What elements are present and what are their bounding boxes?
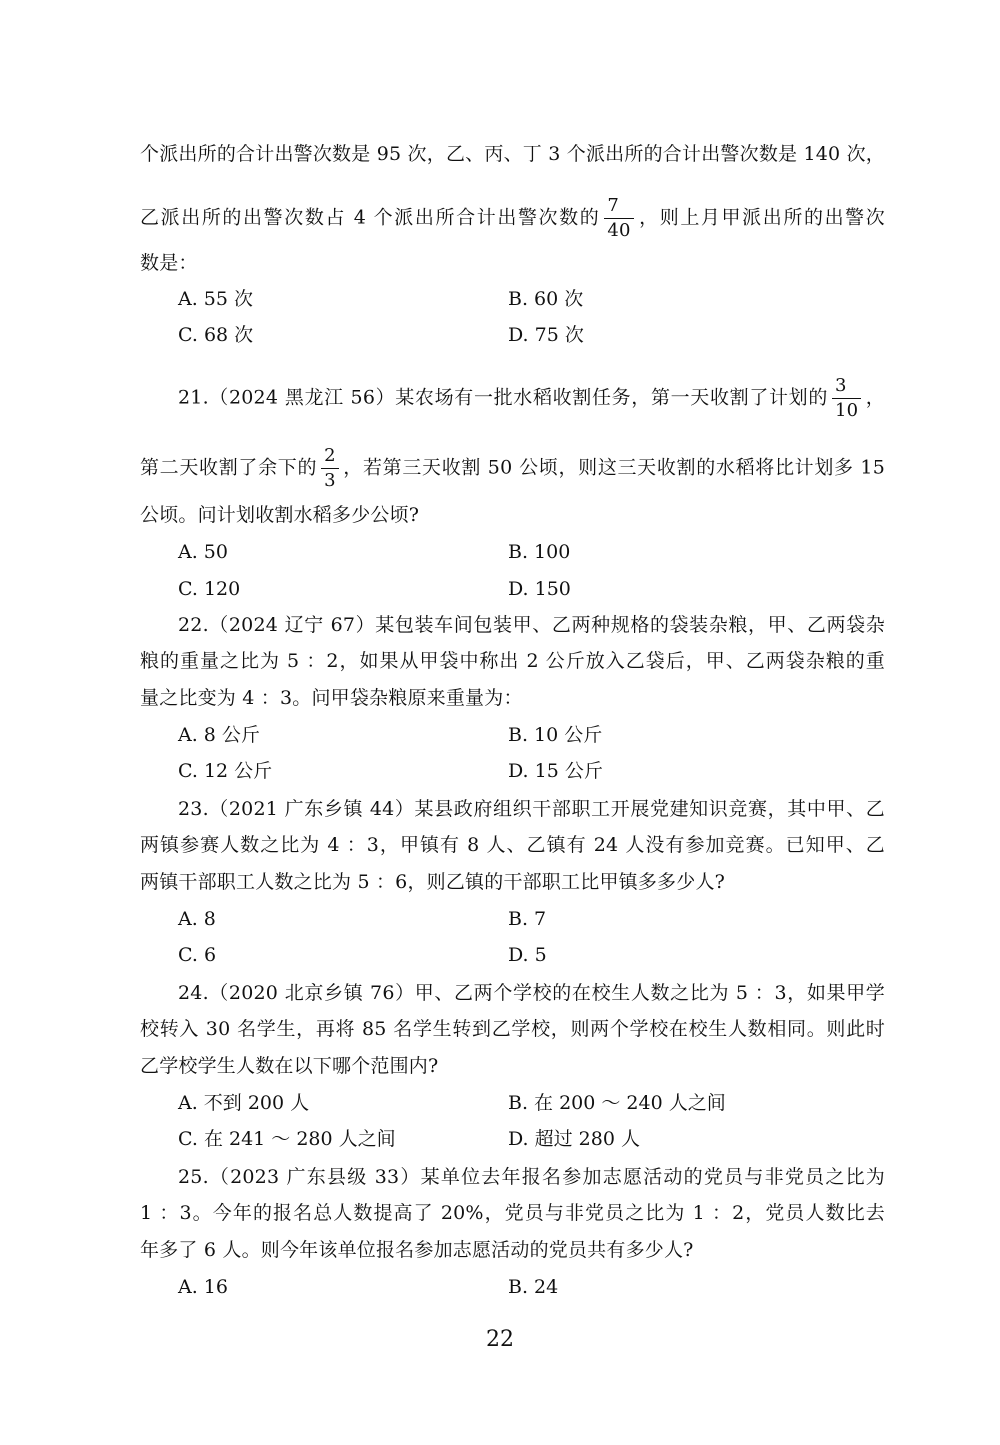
q23-line-1: 23.（2021 广东乡镇 44）某县政府组织干部职工开展党建知识竞赛，其中甲、乙 [178, 798, 885, 820]
q20-fraction-numerator: 7 [607, 195, 620, 216]
q21-option-b: B. 100 [508, 541, 571, 563]
q23-option-d: D. 5 [508, 944, 547, 966]
q20-option-a: A. 55 次 [178, 288, 254, 310]
q22-line-2: 粮的重量之比为 5 ：2，如果从甲袋中称出 2 公斤放入乙袋后，甲、乙两袋杂粮的重 [140, 650, 885, 672]
q25-line-3: 年多了 6 人。则今年该单位报名参加志愿活动的党员共有多少人? [140, 1239, 694, 1261]
q24-line-2: 校转入 30 名学生，再将 85 名学生转到乙学校，则两个学校在校生人数相同。则此时 [140, 1018, 885, 1040]
q24-option-a: A. 不到 200 人 [178, 1092, 310, 1114]
q22-option-b: B. 10 公斤 [508, 724, 603, 746]
page-number: 22 [486, 1327, 514, 1352]
q21-line-2-text-b: ，若第三天收割 50 公顷，则这三天收割的水稻将比计划多 15 [342, 456, 885, 479]
q23-line-2: 两镇参赛人数之比为 4 ：3，甲镇有 8 人、乙镇有 24 人没有参加竞赛。已知甲、乙 [140, 834, 885, 856]
q24-line-3: 乙学校学生人数在以下哪个范围内? [140, 1055, 439, 1077]
q20-line-1: 个派出所的合计出警次数是 95 次，乙、丙、丁 3 个派出所的合计出警次数是 140 次， [140, 143, 885, 165]
q24-option-d: D. 超过 280 人 [508, 1128, 640, 1150]
q22-option-a: A. 8 公斤 [178, 724, 260, 746]
q20-option-b: B. 60 次 [508, 288, 584, 310]
q21-fraction-1-numerator: 3 [835, 375, 847, 396]
q21-option-a: A. 50 [178, 541, 228, 563]
q23-option-a: A. 8 [178, 908, 216, 930]
q21-fraction-1-denominator: 10 [832, 398, 861, 420]
q22-option-d: D. 15 公斤 [508, 760, 603, 782]
q24-option-c: C. 在 241 ～ 280 人之间 [178, 1128, 396, 1150]
q23-option-c: C. 6 [178, 944, 217, 966]
q21-line-1-text-a: 21.（2024 黑龙江 56）某农场有一批水稻收割任务，第一天收割了计划的 [178, 386, 829, 409]
q21-option-c: C. 120 [178, 578, 241, 600]
q21-fraction-2-numerator: 2 [324, 445, 336, 466]
q25-line-2: 1 ：3。今年的报名总人数提高了 20%，党员与非党员之比为 1 ：2，党员人数比去 [140, 1202, 885, 1224]
q21-fraction-2-denominator: 3 [321, 468, 339, 490]
q20-option-c: C. 68 次 [178, 324, 254, 346]
q23-option-b: B. 7 [508, 908, 547, 930]
q21-line-1 [178, 377, 885, 420]
q21-line-2-text-a: 第二天收割了余下的 [140, 456, 318, 479]
q21-fraction-2 [321, 447, 339, 490]
q25-option-b: B. 24 [508, 1276, 559, 1298]
q20-option-d: D. 75 次 [508, 324, 584, 346]
q25-option-a: A. 16 [178, 1276, 228, 1298]
q21-fraction-1 [832, 377, 861, 420]
q21-option-d: D. 150 [508, 578, 571, 600]
q20-line-3: 数是： [140, 252, 198, 274]
q21-line-1-text-b: ， [865, 386, 885, 409]
q25-line-1: 25.（2023 广东县级 33）某单位去年报名参加志愿活动的党员与非党员之比为 [178, 1166, 885, 1188]
q20-line-2-text-b: ，则上月甲派出所的出警次 [637, 206, 885, 229]
q22-option-c: C. 12 公斤 [178, 760, 273, 782]
q24-option-b: B. 在 200 ～ 240 人之间 [508, 1092, 726, 1114]
q20-fraction-denominator: 40 [604, 218, 633, 240]
q20-line-2-text-a: 乙派出所的出警次数占 4 个派出所合计出警次数的 [140, 206, 601, 229]
q21-line-2 [140, 447, 885, 490]
q24-line-1: 24.（2020 北京乡镇 76）甲、乙两个学校的在校生人数之比为 5 ：3，如果甲学 [178, 982, 885, 1004]
q23-line-3: 两镇干部职工人数之比为 5 ：6，则乙镇的干部职工比甲镇多多少人? [140, 871, 726, 893]
q20-line-2 [140, 197, 885, 240]
q21-line-3: 公顷。问计划收割水稻多少公顷? [140, 504, 420, 526]
q20-fraction [604, 197, 633, 240]
q22-line-3: 量之比变为 4 ：3。问甲袋杂粮原来重量为： [140, 687, 523, 709]
q22-line-1: 22.（2024 辽宁 67）某包装车间包装甲、乙两种规格的袋装杂粮，甲、乙两袋杂 [178, 614, 885, 636]
